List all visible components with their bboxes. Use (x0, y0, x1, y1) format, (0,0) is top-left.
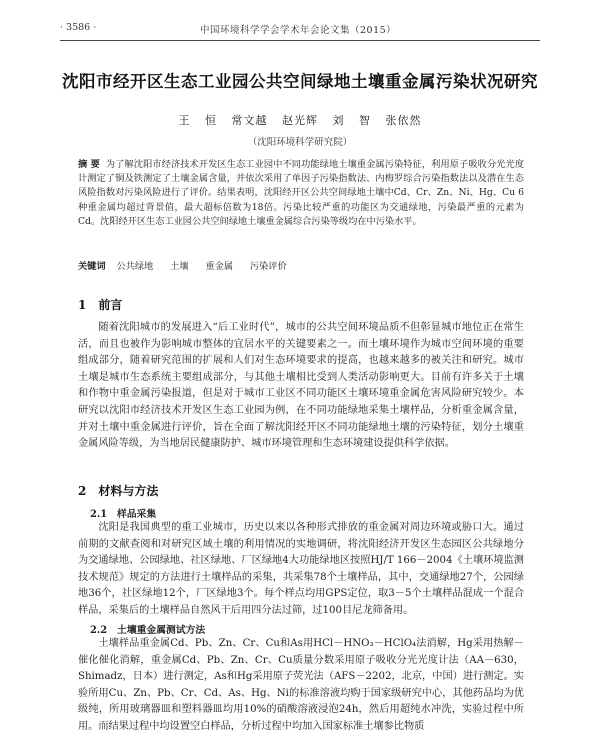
page-number: · 3586 · (60, 22, 97, 33)
abstract-label: 摘 要 (78, 159, 100, 170)
subsection-heading-sampling (90, 506, 156, 520)
section-number: 2 (78, 484, 87, 498)
abstract-text: 为了解沈阳市经济技术开发区生态工业园中不同功能绿地土壤重金属污染特征，利用原子吸收分光光度计测定了铜及铁测定了土壤金属含量，并依次采用了单因子污染指数法、内梅罗综合污染指数法以及潜在生态风险指数对污染风险进行了评价。结果表明，沈阳经开区公共空间绿地土壤中Cd、Cr、Zn、Ni、Hg、Cu 6种重金属均超过背景值，最大超标倍数为18倍。污染比较严重的功能区为交通绿地，污染最严重的元素为Cd。沈阳经开区生态工业园公共空间绿地土壤重金属综合污染等级均在中污染水平。 (78, 159, 525, 227)
author: 赵光辉 (282, 114, 318, 127)
author: 常文越 (231, 114, 268, 127)
section-title: 前言 (98, 298, 123, 312)
author: 刘 智 (332, 114, 371, 127)
keywords (78, 260, 524, 274)
subsection-title: 样品采集 (117, 509, 157, 520)
keywords-label: 关键词 (78, 261, 106, 272)
subsection-number: 2.2 (90, 625, 108, 636)
testing-paragraph: 土壤样品重金属Cd、Pb、Zn、Cr、Cu和As用HCl－HNO₃－HClO₄法消解，Hg采用热解－催化催化消解，重金属Cd、Pb、Zn、Cr、Cu质量分数采用原子吸收分光光度计法（AA－630，Shimadz，日本）进行测定，As和Hg采用原子荧光法（AFS－2202，北京，中国）进行测定。实验所用Cu、Zn、Pb、Cr、Cd、As、Hg、Ni的标准溶液均购于国家级研究中心，其他药品均为优级纯，所用玻璃器皿和塑料器皿均用10%的硝酸溶液浸泡24h，然后用超纯水冲洗，实验过程中所用。而结果过程中均设置空白样品，分析过程中均加入国家标准土壤参比物质 (78, 638, 524, 732)
author: 王 恒 (178, 114, 217, 127)
section-heading-methods (78, 482, 158, 499)
intro-paragraph: 随着沈阳城市的发展进入“后工业时代”，城市的公共空间环境品质不但彰显城市地位正在常生活，而且也被作为影响城市整体的宜居水平的关键要素之一。而土壤环境作为城市空间环境的重要组成部分，随着研究范围的扩展和人们对生态环境要求的提高，也越来越多的被关注和研究。城市土壤是城市生态系统主要组成部分，与其他土壤相比受到人类活动影响更大。目前有许多关于土壤和作物中重金属污染报道，但是对于城市工业区不同功能区土壤环境重金属危害风险研究较少。本研究以沈阳市经济技术开发区生态工业园为例，在不同功能绿地采集土壤样品，分析重金属含量，并对土壤中重金属进行评价，旨在全面了解沈阳经开区不同功能绿地土壤的污染特征，划分土壤重金属风险等级，为当地居民健康防护、城市环境管理和生态环境建设提供科学依据。 (78, 322, 524, 450)
subsection-heading-testing (90, 622, 205, 636)
subsection-number: 2.1 (90, 509, 108, 520)
author-list (60, 112, 540, 128)
section-title: 材料与方法 (98, 484, 159, 498)
section-heading-intro (78, 296, 122, 313)
header-rule (60, 40, 540, 41)
sampling-paragraph: 沈阳是我国典型的重工业城市，历史以来以各种形式排放的重金属对周边环境或胁口大。通过前期的文献查阅和对研究区域土壤的利用情况的实地调研，将沈阳经济开发区生态园区公共绿地分为交通绿地、公园绿地、社区绿地、厂区绿地4大功能绿地区按照HJ/T 166－2004《土壤环境监测技术规范》规定的方法进行土壤样品的采集，共采集78个土壤样品，其中，交通绿地27个，公园绿地36个，社区绿地12个，厂区绿地3个。每个样点均用GPS定位，取3－5个土壤样品混成一个混合样品，采集后的土壤样品自然风干后用四分法过筛，过100目尼龙筛备用。 (78, 522, 524, 616)
keyword: 污染评价 (249, 261, 287, 272)
section-number: 1 (78, 298, 87, 312)
affiliation: （沈阳环境科学研究院） (247, 137, 353, 148)
running-header (60, 22, 540, 38)
keyword: 重金属 (205, 261, 234, 272)
keyword: 公共绿地 (116, 261, 154, 272)
article-title: 沈阳市经开区生态工业园公共空间绿地土壤重金属污染状况研究 (62, 72, 538, 91)
author: 张依然 (385, 114, 422, 127)
subsection-title: 土壤重金属测试方法 (117, 625, 206, 636)
journal-name: 中国环境科学学会学术年会论文集（2015） (200, 25, 397, 36)
abstract (78, 158, 524, 229)
keyword: 土壤 (170, 261, 189, 272)
